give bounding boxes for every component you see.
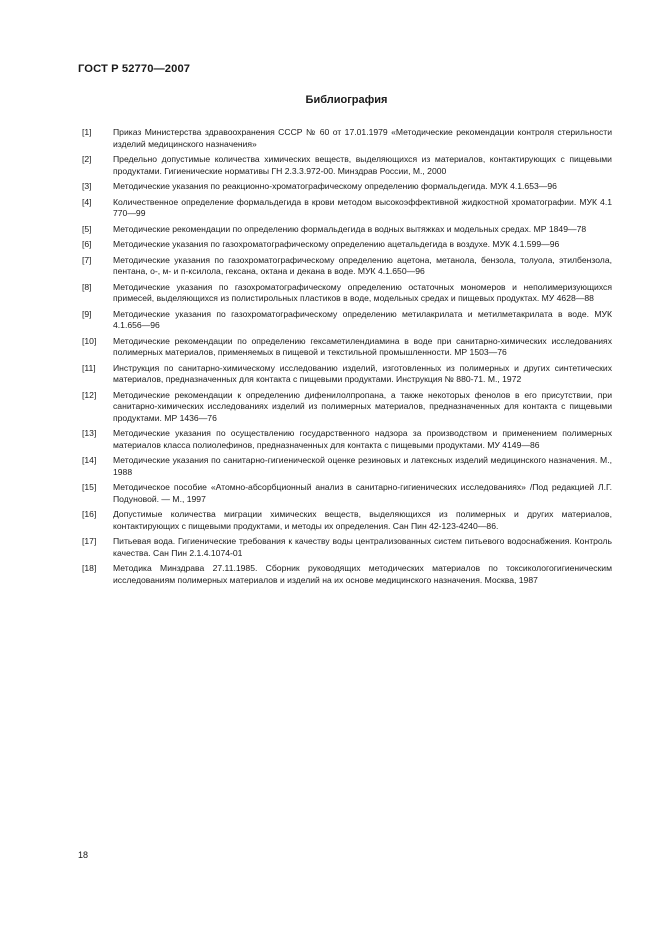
entry-number: [3]: [82, 181, 92, 191]
page-number: 18: [78, 850, 89, 860]
bibliography-entry: [82, 154, 612, 177]
entry-text: Методические указания по газохроматографическому определению ацетона, метанола, бензола, толуола, этилбензола, пентана, о-, м- и п-ксилола, гексана, октана и декана в воде. МУК 4.1.650—96: [113, 254, 612, 276]
entry-number: [8]: [82, 281, 92, 292]
entry-number: [7]: [82, 254, 92, 265]
entry-number: [11]: [82, 362, 96, 373]
bibliography-entry: [82, 455, 612, 478]
entry-text: Методическое пособие «Атомно-абсорбционный анализ в санитарно-гигиенических исследованиях» /Под редакцией Л.Г. Подуновой. — М., 1997: [113, 482, 612, 504]
entry-text: Методические указания по газохроматографическому определению метилакрилата и метилметакрилата в воде. МУК 4.1.656—96: [113, 308, 612, 330]
bibliography-entry: [82, 255, 612, 278]
bibliography-entry: [82, 224, 612, 236]
entry-text: Методические рекомендации по определению формальдегида в водных вытяжках и модельных средах. МР 1849—78: [113, 223, 587, 234]
entry-text: Питьевая вода. Гигиенические требования к качеству воды централизованных систем питьевого водоснабжения. Контроль качества. Сан Пин 2.1.4.1074-01: [113, 536, 612, 558]
entry-text: Методические указания по санитарно-гигиенической оценке резиновых и латексных изделий медицинского назначения. М., 1988: [113, 455, 612, 477]
entry-number: [15]: [82, 482, 97, 492]
entry-text: Методика Минздрава 27.11.1985. Сборник руководящих методических материалов по токсикологогигиеническим исследованиям полимерных материалов и изделий на их основе медицинского назначения. Москва, 1987: [113, 563, 612, 585]
bibliography-entry: [82, 181, 612, 193]
entry-number: [13]: [82, 428, 97, 438]
entry-number: [5]: [82, 223, 92, 234]
entry-number: [14]: [82, 455, 97, 465]
entry-number: [6]: [82, 239, 92, 249]
entry-number: [12]: [82, 389, 97, 400]
entry-text: Методические указания по осуществлению государственного надзора за производством и применением полимерных материалов класса полиолефинов, предназначенных для контакта с пищевыми продуктами. МУ 4149—86: [113, 428, 612, 450]
entry-text: Допустимые количества миграции химических веществ, выделяющихся из полимерных и других материалов, контактирующих с пищевыми продуктами, и методы их определения. Сан Пин 42-123-4240—86.: [113, 509, 612, 531]
entry-text: Методические указания по реакционно-хроматографическому определению формальдегида. МУК 4.1.653—96: [113, 181, 557, 191]
bibliography-entry: [82, 239, 612, 251]
bibliography-entry: [82, 509, 612, 532]
bibliography-list: [82, 127, 612, 590]
entry-text: Методические рекомендации по определению гексаметилендиамина в воде при санитарно-химических исследованиях полимерных материалов, применяемых в пищевой и текстильной промышленности. МР 1503—76: [113, 335, 612, 357]
entry-number: [4]: [82, 196, 92, 207]
entry-number: [1]: [82, 127, 92, 137]
entry-text: Предельно допустимые количества химических веществ, выделяющихся из материалов, контактирующих с пищевыми продуктами. Гигиенические нормативы ГН 2.3.3.972-00. Минздрав России, М., 2000: [113, 154, 612, 176]
entry-text: Приказ Министерства здравоохранения СССР № 60 от 17.01.1979 «Методические рекомендации контроля стерильности изделий медицинского назначения»: [113, 127, 612, 149]
entry-number: [18]: [82, 563, 97, 573]
entry-number: [2]: [82, 154, 92, 164]
bibliography-entry: [82, 563, 612, 586]
entry-text: Количественное определение формальдегида в крови методом высокоэффективной жидкостной хроматографии. МУК 4.1 770—99: [113, 196, 612, 218]
entry-text: Методические указания по газохроматографическому определению остаточных мономеров и неполимеризующихся примесей, выделяющихся из полистирольных пластиков в воде, модельных средах и пищевых продуктах. МУ 4628—88: [113, 281, 612, 303]
section-title: Библиография: [305, 94, 388, 106]
bibliography-entry: [82, 309, 612, 332]
entry-text: Инструкция по санитарно-химическому исследованию изделий, изготовленных из полимерных и других синтетических материалов, предназначенных для контакта с пищевыми продуктами. Инструкция № 880-71. М., 1972: [113, 362, 612, 384]
bibliography-entry: [82, 127, 612, 150]
entry-number: [9]: [82, 308, 92, 319]
entry-number: [17]: [82, 536, 97, 546]
bibliography-entry: [82, 390, 612, 425]
bibliography-entry: [82, 197, 612, 220]
bibliography-entry: [82, 336, 612, 359]
entry-text: Методические рекомендации к определению дифенилолпропана, а также некоторых фенолов в его присутствии, при санитарно-химических исследованиях изделий из полимерных материалов, предназначенных для контакта с пищевыми продуктами. МР 1436—76: [113, 389, 612, 423]
bibliography-entry: [82, 428, 612, 451]
entry-number: [16]: [82, 509, 97, 519]
bibliography-entry: [82, 363, 612, 386]
bibliography-entry: [82, 536, 612, 559]
bibliography-entry: [82, 282, 612, 305]
entry-number: [10]: [82, 335, 97, 346]
document-header: ГОСТ Р 52770—2007: [78, 63, 191, 75]
bibliography-entry: [82, 482, 612, 505]
entry-text: Методические указания по газохроматографическому определению ацетальдегида в воздухе. МУК 4.1.599—96: [113, 239, 560, 249]
